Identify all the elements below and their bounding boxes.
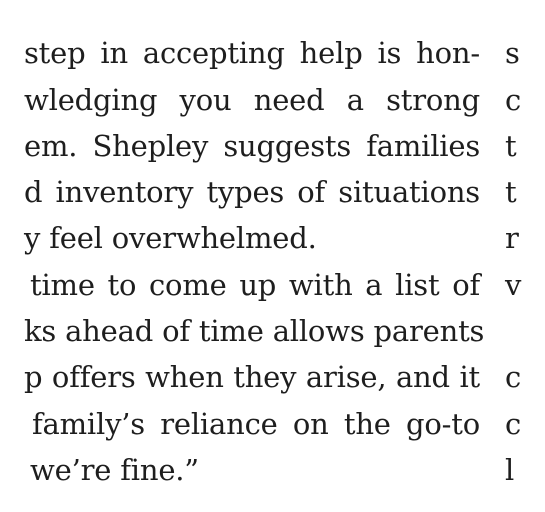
text-line: step in accepting help is hon-: [24, 36, 480, 71]
text-fragment: t: [505, 128, 517, 163]
text-line: time to come up with a list of: [30, 267, 480, 302]
text-line: y feel overwhelmed.: [24, 221, 317, 256]
text-line: em. Shepley suggests families: [24, 128, 480, 163]
text-fragment: [505, 308, 545, 354]
text-fragment: v: [505, 267, 522, 302]
right-text-column: [505, 0, 545, 493]
text-fragment: r: [505, 221, 519, 256]
text-fragment: c: [505, 360, 522, 395]
text-fragment: c: [505, 406, 522, 441]
text-fragment: c: [505, 82, 522, 117]
text-fragment: t: [505, 175, 517, 210]
text-fragment: [505, 0, 545, 30]
text-line: wledging you need a strong: [24, 82, 480, 117]
text-line: ks ahead of time allows parents: [24, 314, 485, 349]
text-line: d inventory types of situations: [24, 175, 480, 210]
text-line: family’s reliance on the go-to: [32, 406, 480, 441]
text-line: we’re fine.”: [30, 452, 199, 487]
text-fragment: l: [505, 452, 515, 487]
text-line: p offers when they arise, and it: [24, 360, 480, 395]
text-fragment: s: [505, 36, 520, 71]
